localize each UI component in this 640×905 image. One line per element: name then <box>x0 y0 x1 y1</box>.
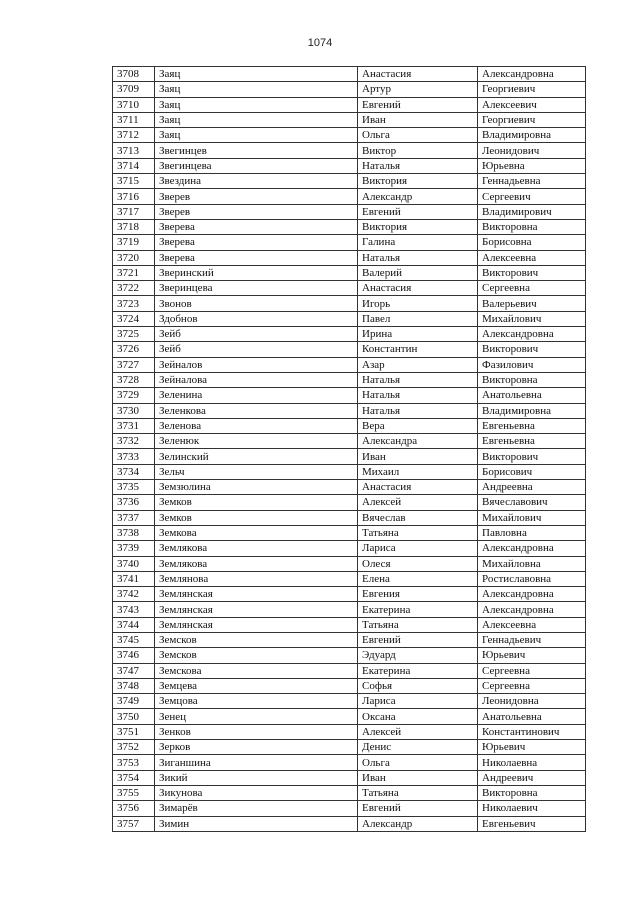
last-name-cell: Зимарёв <box>155 801 358 816</box>
row-number-cell: 3711 <box>113 112 155 127</box>
row-number-cell: 3734 <box>113 464 155 479</box>
last-name-cell: Зенков <box>155 724 358 739</box>
row-number-cell: 3755 <box>113 785 155 800</box>
table-row <box>113 678 586 693</box>
last-name-cell: Заяц <box>155 97 358 112</box>
row-number-cell: 3748 <box>113 678 155 693</box>
last-name-cell: Зверева <box>155 219 358 234</box>
table-row <box>113 327 586 342</box>
row-number-cell: 3712 <box>113 128 155 143</box>
patronymic-cell: Викторович <box>478 265 586 280</box>
patronymic-cell: Леонидовна <box>478 694 586 709</box>
patronymic-cell: Николаевич <box>478 801 586 816</box>
patronymic-cell: Евгеньевич <box>478 816 586 831</box>
table-row <box>113 265 586 280</box>
table-row <box>113 342 586 357</box>
first-name-cell: Наталья <box>358 372 478 387</box>
first-name-cell: Наталья <box>358 158 478 173</box>
last-name-cell: Заяц <box>155 128 358 143</box>
last-name-cell: Земсков <box>155 632 358 647</box>
first-name-cell: Азар <box>358 357 478 372</box>
table-row <box>113 143 586 158</box>
last-name-cell: Земскова <box>155 663 358 678</box>
first-name-cell: Ирина <box>358 327 478 342</box>
row-number-cell: 3732 <box>113 434 155 449</box>
last-name-cell: Землякова <box>155 541 358 556</box>
row-number-cell: 3739 <box>113 541 155 556</box>
last-name-cell: Зейб <box>155 342 358 357</box>
table-row <box>113 418 586 433</box>
patronymic-cell: Владимирович <box>478 204 586 219</box>
last-name-cell: Зейналов <box>155 357 358 372</box>
last-name-cell: Заяц <box>155 82 358 97</box>
row-number-cell: 3726 <box>113 342 155 357</box>
patronymic-cell: Владимировна <box>478 403 586 418</box>
last-name-cell: Земцова <box>155 694 358 709</box>
row-number-cell: 3723 <box>113 296 155 311</box>
page-number: 1074 <box>307 37 333 49</box>
first-name-cell: Елена <box>358 571 478 586</box>
first-name-cell: Евгения <box>358 587 478 602</box>
table-row <box>113 663 586 678</box>
patronymic-cell: Алексеевна <box>478 617 586 632</box>
table-row <box>113 709 586 724</box>
first-name-cell: Александра <box>358 434 478 449</box>
last-name-cell: Зикий <box>155 770 358 785</box>
patronymic-cell: Валерьевич <box>478 296 586 311</box>
last-name-cell: Заяц <box>155 112 358 127</box>
last-name-cell: Земцева <box>155 678 358 693</box>
first-name-cell: Ольга <box>358 755 478 770</box>
row-number-cell: 3729 <box>113 388 155 403</box>
row-number-cell: 3756 <box>113 801 155 816</box>
first-name-cell: Анастасия <box>358 480 478 495</box>
patronymic-cell: Александровна <box>478 602 586 617</box>
first-name-cell: Виктория <box>358 174 478 189</box>
row-number-cell: 3720 <box>113 250 155 265</box>
patronymic-cell: Борисовна <box>478 235 586 250</box>
last-name-cell: Зимин <box>155 816 358 831</box>
last-name-cell: Землянская <box>155 617 358 632</box>
last-name-cell: Зверинцева <box>155 281 358 296</box>
row-number-cell: 3728 <box>113 372 155 387</box>
first-name-cell: Алексей <box>358 495 478 510</box>
table-row <box>113 128 586 143</box>
row-number-cell: 3708 <box>113 67 155 82</box>
last-name-cell: Земзюлина <box>155 480 358 495</box>
table-row <box>113 617 586 632</box>
row-number-cell: 3757 <box>113 816 155 831</box>
patronymic-cell: Сергеевич <box>478 189 586 204</box>
table-row <box>113 158 586 173</box>
patronymic-cell: Вячеславович <box>478 495 586 510</box>
first-name-cell: Евгений <box>358 97 478 112</box>
table-row <box>113 587 586 602</box>
row-number-cell: 3753 <box>113 755 155 770</box>
last-name-cell: Зеленова <box>155 418 358 433</box>
first-name-cell: Александр <box>358 816 478 831</box>
table-row <box>113 694 586 709</box>
row-number-cell: 3754 <box>113 770 155 785</box>
table-row <box>113 648 586 663</box>
first-name-cell: Лариса <box>358 541 478 556</box>
first-name-cell: Эдуард <box>358 648 478 663</box>
last-name-cell: Зейб <box>155 327 358 342</box>
table-row <box>113 219 586 234</box>
patronymic-cell: Геннадьевна <box>478 174 586 189</box>
last-name-cell: Зельч <box>155 464 358 479</box>
table-row <box>113 785 586 800</box>
last-name-cell: Землякова <box>155 556 358 571</box>
table-row <box>113 403 586 418</box>
patronymic-cell: Павловна <box>478 525 586 540</box>
row-number-cell: 3735 <box>113 480 155 495</box>
last-name-cell: Зенец <box>155 709 358 724</box>
patronymic-cell: Юрьевич <box>478 648 586 663</box>
row-number-cell: 3713 <box>113 143 155 158</box>
table-row <box>113 816 586 831</box>
first-name-cell: Иван <box>358 112 478 127</box>
patronymic-cell: Георгиевич <box>478 82 586 97</box>
patronymic-cell: Александровна <box>478 541 586 556</box>
patronymic-cell: Николаевна <box>478 755 586 770</box>
last-name-cell: Звегинцев <box>155 143 358 158</box>
row-number-cell: 3730 <box>113 403 155 418</box>
last-name-cell: Звегинцева <box>155 158 358 173</box>
table-row <box>113 556 586 571</box>
table-row <box>113 755 586 770</box>
patronymic-cell: Викторовна <box>478 219 586 234</box>
patronymic-cell: Геннадьевич <box>478 632 586 647</box>
table-row <box>113 357 586 372</box>
table-row <box>113 464 586 479</box>
last-name-cell: Зикунова <box>155 785 358 800</box>
patronymic-cell: Ростиславовна <box>478 571 586 586</box>
last-name-cell: Здобнов <box>155 311 358 326</box>
table-row <box>113 571 586 586</box>
patronymic-cell: Андреевич <box>478 770 586 785</box>
table-row <box>113 480 586 495</box>
table-row <box>113 495 586 510</box>
row-number-cell: 3717 <box>113 204 155 219</box>
table-row <box>113 235 586 250</box>
first-name-cell: Оксана <box>358 709 478 724</box>
first-name-cell: Екатерина <box>358 663 478 678</box>
patronymic-cell: Викторович <box>478 342 586 357</box>
first-name-cell: Виктор <box>358 143 478 158</box>
table-row <box>113 296 586 311</box>
patronymic-cell: Викторовна <box>478 372 586 387</box>
patronymic-cell: Алексеевна <box>478 250 586 265</box>
first-name-cell: Евгений <box>358 632 478 647</box>
table-row <box>113 602 586 617</box>
last-name-cell: Земков <box>155 495 358 510</box>
first-name-cell: Екатерина <box>358 602 478 617</box>
last-name-cell: Землянова <box>155 571 358 586</box>
first-name-cell: Анастасия <box>358 281 478 296</box>
last-name-cell: Заяц <box>155 67 358 82</box>
table-row <box>113 281 586 296</box>
last-name-cell: Землянская <box>155 602 358 617</box>
last-name-cell: Зверева <box>155 250 358 265</box>
last-name-cell: Землянская <box>155 587 358 602</box>
first-name-cell: Татьяна <box>358 525 478 540</box>
table-row <box>113 434 586 449</box>
first-name-cell: Ольга <box>358 128 478 143</box>
table-row <box>113 67 586 82</box>
last-name-cell: Зелинский <box>155 449 358 464</box>
first-name-cell: Алексей <box>358 724 478 739</box>
last-name-cell: Зерков <box>155 740 358 755</box>
patronymic-cell: Евгеньевна <box>478 434 586 449</box>
last-name-cell: Зверинский <box>155 265 358 280</box>
table-row <box>113 724 586 739</box>
first-name-cell: Александр <box>358 189 478 204</box>
table-row <box>113 189 586 204</box>
table-row <box>113 740 586 755</box>
row-number-cell: 3727 <box>113 357 155 372</box>
row-number-cell: 3724 <box>113 311 155 326</box>
first-name-cell: Татьяна <box>358 617 478 632</box>
patronymic-cell: Михайлович <box>478 510 586 525</box>
patronymic-cell: Юрьевич <box>478 740 586 755</box>
first-name-cell: Денис <box>358 740 478 755</box>
patronymic-cell: Евгеньевна <box>478 418 586 433</box>
roster-body <box>113 67 586 832</box>
row-number-cell: 3743 <box>113 602 155 617</box>
table-row <box>113 449 586 464</box>
first-name-cell: Олеся <box>358 556 478 571</box>
first-name-cell: Иван <box>358 449 478 464</box>
first-name-cell: Евгений <box>358 204 478 219</box>
patronymic-cell: Леонидович <box>478 143 586 158</box>
table-row <box>113 801 586 816</box>
first-name-cell: Вера <box>358 418 478 433</box>
patronymic-cell: Борисович <box>478 464 586 479</box>
table-row <box>113 174 586 189</box>
patronymic-cell: Михайловна <box>478 556 586 571</box>
row-number-cell: 3722 <box>113 281 155 296</box>
first-name-cell: Наталья <box>358 403 478 418</box>
row-number-cell: 3740 <box>113 556 155 571</box>
first-name-cell: Анастасия <box>358 67 478 82</box>
first-name-cell: Галина <box>358 235 478 250</box>
row-number-cell: 3716 <box>113 189 155 204</box>
row-number-cell: 3731 <box>113 418 155 433</box>
patronymic-cell: Константинович <box>478 724 586 739</box>
first-name-cell: Наталья <box>358 250 478 265</box>
row-number-cell: 3744 <box>113 617 155 632</box>
first-name-cell: Константин <box>358 342 478 357</box>
first-name-cell: Павел <box>358 311 478 326</box>
row-number-cell: 3718 <box>113 219 155 234</box>
row-number-cell: 3721 <box>113 265 155 280</box>
last-name-cell: Зейналова <box>155 372 358 387</box>
table-row <box>113 97 586 112</box>
patronymic-cell: Юрьевна <box>478 158 586 173</box>
last-name-cell: Земкова <box>155 525 358 540</box>
last-name-cell: Земков <box>155 510 358 525</box>
row-number-cell: 3733 <box>113 449 155 464</box>
last-name-cell: Звонов <box>155 296 358 311</box>
last-name-cell: Зверев <box>155 204 358 219</box>
row-number-cell: 3715 <box>113 174 155 189</box>
row-number-cell: 3742 <box>113 587 155 602</box>
last-name-cell: Зеленюк <box>155 434 358 449</box>
first-name-cell: Татьяна <box>358 785 478 800</box>
first-name-cell: Валерий <box>358 265 478 280</box>
last-name-cell: Звездина <box>155 174 358 189</box>
table-row <box>113 311 586 326</box>
row-number-cell: 3751 <box>113 724 155 739</box>
row-number-cell: 3714 <box>113 158 155 173</box>
table-row <box>113 525 586 540</box>
patronymic-cell: Михайлович <box>478 311 586 326</box>
patronymic-cell: Анатольевна <box>478 709 586 724</box>
patronymic-cell: Александровна <box>478 327 586 342</box>
patronymic-cell: Викторович <box>478 449 586 464</box>
patronymic-cell: Георгиевич <box>478 112 586 127</box>
patronymic-cell: Алексеевич <box>478 97 586 112</box>
table-row <box>113 510 586 525</box>
table-row <box>113 388 586 403</box>
patronymic-cell: Владимировна <box>478 128 586 143</box>
table-row <box>113 541 586 556</box>
first-name-cell: Лариса <box>358 694 478 709</box>
patronymic-cell: Сергеевна <box>478 678 586 693</box>
row-number-cell: 3752 <box>113 740 155 755</box>
row-number-cell: 3745 <box>113 632 155 647</box>
table-row <box>113 250 586 265</box>
first-name-cell: Евгений <box>358 801 478 816</box>
patronymic-cell: Андреевна <box>478 480 586 495</box>
last-name-cell: Зверева <box>155 235 358 250</box>
patronymic-cell: Анатольевна <box>478 388 586 403</box>
patronymic-cell: Фазилович <box>478 357 586 372</box>
row-number-cell: 3736 <box>113 495 155 510</box>
last-name-cell: Зеленина <box>155 388 358 403</box>
row-number-cell: 3725 <box>113 327 155 342</box>
last-name-cell: Зверев <box>155 189 358 204</box>
first-name-cell: Виктория <box>358 219 478 234</box>
last-name-cell: Земсков <box>155 648 358 663</box>
table-row <box>113 204 586 219</box>
patronymic-cell: Александровна <box>478 587 586 602</box>
table-row <box>113 632 586 647</box>
row-number-cell: 3738 <box>113 525 155 540</box>
row-number-cell: 3719 <box>113 235 155 250</box>
patronymic-cell: Сергеевна <box>478 663 586 678</box>
row-number-cell: 3741 <box>113 571 155 586</box>
first-name-cell: Софья <box>358 678 478 693</box>
table-row <box>113 82 586 97</box>
patronymic-cell: Сергеевна <box>478 281 586 296</box>
roster-table <box>112 66 586 832</box>
row-number-cell: 3749 <box>113 694 155 709</box>
patronymic-cell: Викторовна <box>478 785 586 800</box>
table-row <box>113 372 586 387</box>
first-name-cell: Игорь <box>358 296 478 311</box>
row-number-cell: 3737 <box>113 510 155 525</box>
row-number-cell: 3747 <box>113 663 155 678</box>
first-name-cell: Вячеслав <box>358 510 478 525</box>
first-name-cell: Михаил <box>358 464 478 479</box>
row-number-cell: 3750 <box>113 709 155 724</box>
patronymic-cell: Александровна <box>478 67 586 82</box>
last-name-cell: Зиганшина <box>155 755 358 770</box>
table-row <box>113 112 586 127</box>
first-name-cell: Артур <box>358 82 478 97</box>
first-name-cell: Иван <box>358 770 478 785</box>
row-number-cell: 3709 <box>113 82 155 97</box>
table-row <box>113 770 586 785</box>
last-name-cell: Зеленкова <box>155 403 358 418</box>
row-number-cell: 3710 <box>113 97 155 112</box>
row-number-cell: 3746 <box>113 648 155 663</box>
first-name-cell: Наталья <box>358 388 478 403</box>
